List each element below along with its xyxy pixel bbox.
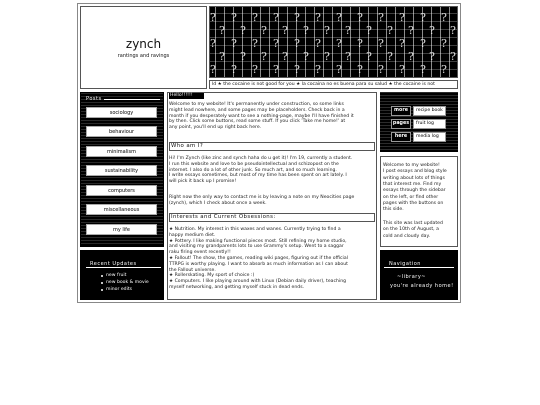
post-link-sustainability[interactable]: sustainability xyxy=(86,165,157,176)
banner-glyph: ? xyxy=(408,50,413,63)
banner-glyph: ? xyxy=(336,37,341,50)
banner-glyph: ? xyxy=(261,24,266,37)
paragraph-line: might lead nowhere, and some pages may be placeholders. Check back in a xyxy=(169,107,345,113)
banner-glyph: ? xyxy=(294,11,299,24)
banner-glyph: ? xyxy=(441,37,446,50)
link-fruit-log[interactable]: fruit log xyxy=(413,119,446,129)
paragraph-line: month if you desperately want to see a nothing-page, maybe I'll have finished it xyxy=(169,113,354,119)
welcome-line: Welcome to my website! xyxy=(383,163,440,168)
banner-glyph: ? xyxy=(252,37,257,50)
banner-glyph: ? xyxy=(420,11,425,24)
link-button-pages[interactable]: pages xyxy=(391,119,411,129)
paragraph-line: by then. Click some buttons, read some stuff. If you click 'Take me home!' at xyxy=(169,119,346,125)
banner-glyph: ? xyxy=(366,24,371,37)
update-bullet xyxy=(101,289,103,291)
banner-glyph: ? xyxy=(357,11,362,24)
paragraph-line: ★ Rollerskating. My sport of choice :) xyxy=(169,273,255,279)
updates-divider xyxy=(86,267,161,268)
paragraph-line: Right now the only way to contact me is by leaving a note on my Neocities page xyxy=(169,195,355,200)
banner-glyph: ? xyxy=(378,63,383,76)
paragraph-line: happy medium diet. xyxy=(169,232,216,238)
banner-glyph: ? xyxy=(357,63,362,76)
banner-glyph: ? xyxy=(261,50,266,63)
banner-glyph: ? xyxy=(441,11,446,24)
banner-glyph: ? xyxy=(294,37,299,50)
banner-glyph: ? xyxy=(387,24,392,37)
paragraph-line: ★ Fallout! The show, the games, reading wiki pages, figuring out if the official xyxy=(169,256,348,261)
link-recipe-book[interactable]: recipe book xyxy=(413,106,446,116)
paragraph-line: Hi! I'm Zynch (like zinc and synch haha do u get it)! I'm 19, currently a student. xyxy=(169,156,353,161)
update-bullet xyxy=(101,282,103,284)
banner-glyph: ? xyxy=(378,37,383,50)
banner-glyph: ? xyxy=(210,63,215,76)
banner-glyph: ? xyxy=(231,11,236,24)
site-subtitle: rantings and ravings xyxy=(117,53,170,59)
paragraph-line: ★ Pottery. I like making functional pieces most. Still refining my home studio, xyxy=(169,238,347,244)
banner-glyph: ? xyxy=(366,50,371,63)
banner-glyph: ? xyxy=(231,63,236,76)
banner-glyph: ? xyxy=(399,37,404,50)
banner-glyph: ? xyxy=(399,63,404,76)
paragraph-line: Welcome to my website! It's permanently under construction, so some links xyxy=(169,102,344,107)
post-link-computers[interactable]: computers xyxy=(86,185,157,196)
banner-glyph: ? xyxy=(273,37,278,50)
welcome-line: I post essays and blog style xyxy=(383,169,447,175)
welcome-line: on the left, or find other xyxy=(383,194,439,200)
navigation-label: Navigation xyxy=(389,261,421,267)
banner-glyph: ? xyxy=(240,50,245,63)
update-item: new fruit xyxy=(106,273,127,278)
post-link-behaviour[interactable]: behaviour xyxy=(86,126,157,137)
banner-glyph: ? xyxy=(210,37,215,50)
banner-glyph: ? xyxy=(420,63,425,76)
paragraph-line: internet. I also do a lot of other junk. So much art, and so much learning. xyxy=(169,167,337,173)
interests-section-title: Interests and Current Obsessions: xyxy=(171,214,276,220)
paragraph-line: ★ Nutrition. My interest in this waxes and wanes. Currently trying to find a xyxy=(169,227,341,232)
banner-glyph: ? xyxy=(336,11,341,24)
banner-glyph: ? xyxy=(252,11,257,24)
paragraph-line: will pick it back up I promise! xyxy=(169,179,237,185)
post-link-miscellaneous[interactable]: miscellaneous xyxy=(86,204,157,215)
paragraph-line: ★ Computers. I like playing around with Linux (Debian daily driver), teaching xyxy=(169,279,347,285)
paragraph-line: I run this website and love to be pseudointellectual and schizopost on the xyxy=(169,161,339,167)
recent-updates-label: Recent Updates xyxy=(90,261,137,267)
banner-glyph: ? xyxy=(429,50,434,63)
banner-glyph: ? xyxy=(219,24,224,37)
paragraph-line: I write essays sometimes, but most of my time has been spent on art lately. I xyxy=(169,173,347,179)
library-link[interactable]: ~library~ xyxy=(397,274,426,280)
paragraph-line: any point, you'll end up right back here. xyxy=(169,125,262,131)
banner-glyph: ? xyxy=(399,11,404,24)
banner-glyph: ? xyxy=(252,63,257,76)
who-section-title: Who am I? xyxy=(171,143,204,149)
banner-glyph: ? xyxy=(303,24,308,37)
banner-glyph: ? xyxy=(429,24,434,37)
site-title: zynch xyxy=(125,37,162,51)
banner-glyph: ? xyxy=(210,11,215,24)
link-button-more[interactable]: more xyxy=(391,106,411,116)
banner-glyph: ? xyxy=(315,63,320,76)
banner-glyph: ? xyxy=(273,11,278,24)
banner-glyph: ? xyxy=(324,50,329,63)
banner-glyph: ? xyxy=(450,24,455,37)
banner-glyph: ? xyxy=(420,37,425,50)
banner-glyph: ? xyxy=(387,50,392,63)
posts-divider xyxy=(104,99,160,100)
last-updated-line: This site was last updated xyxy=(383,221,443,226)
paragraph-line: (zynch), which I check about once a week. xyxy=(169,200,267,206)
welcome-line: writing about lots of things xyxy=(383,175,445,181)
paragraph-line: raku firing event recently!! xyxy=(169,250,231,256)
banner-glyph: ? xyxy=(303,50,308,63)
paragraph-line: and visiting my grandparents lots to use Grammy's setup. Went to a saggar xyxy=(169,244,344,250)
banner-glyph: ? xyxy=(345,24,350,37)
welcome-line: essays through the sidebar xyxy=(383,188,446,194)
banner-glyph: ? xyxy=(357,37,362,50)
paragraph-line: TTRPG is worthy playing. I want to absorb as much information as I can about xyxy=(169,261,348,267)
site-title-box xyxy=(80,6,207,89)
last-updated-line: on the 10th of August, a xyxy=(383,227,439,233)
scrolling-marquee: ld ★ the cocaine is not good for you ★ la cocaina no es buena para su salud ★ the cocaine is not xyxy=(209,80,458,89)
banner-glyph: ? xyxy=(282,50,287,63)
banner-glyph: ? xyxy=(408,24,413,37)
welcome-line: this side. xyxy=(383,207,404,213)
banner-glyph: ? xyxy=(282,24,287,37)
banner-glyph: ? xyxy=(345,50,350,63)
update-item: minor edits xyxy=(106,287,133,292)
banner-glyph: ? xyxy=(231,37,236,50)
update-item: new book & movie xyxy=(106,280,149,285)
banner-glyph: ? xyxy=(294,63,299,76)
banner-glyph: ? xyxy=(378,11,383,24)
banner-glyph: ? xyxy=(336,63,341,76)
paragraph-line: the Fallout universe. xyxy=(169,267,216,273)
welcome-line: pages with the buttons on xyxy=(383,200,444,206)
hello-heading: Hello!!!!!! xyxy=(169,93,204,99)
paragraph-line: myself networking, and getting myself stuck in dead ends. xyxy=(169,285,305,290)
banner-glyph: ? xyxy=(324,24,329,37)
posts-label: Posts xyxy=(86,96,102,102)
banner-glyph: ? xyxy=(315,37,320,50)
post-link-my-life[interactable]: my life xyxy=(86,224,157,235)
link-media-log[interactable]: media log xyxy=(413,132,446,142)
post-link-sociology[interactable]: sociology xyxy=(86,107,157,118)
update-bullet xyxy=(101,275,103,277)
banner-image xyxy=(209,6,458,78)
banner-glyph: ? xyxy=(450,50,455,63)
banner-glyph: ? xyxy=(273,63,278,76)
last-updated-line: cold and cloudy day. xyxy=(383,233,430,239)
banner-glyph: ? xyxy=(240,24,245,37)
link-button-here[interactable]: here xyxy=(391,132,411,142)
navigation-divider xyxy=(384,267,454,268)
banner-glyph: ? xyxy=(441,63,446,76)
banner-glyph: ? xyxy=(219,50,224,63)
welcome-line: that interest me. Find my xyxy=(383,181,442,187)
post-link-minimalism[interactable]: minimalism xyxy=(86,146,157,157)
home-link[interactable]: you're already home! xyxy=(390,283,454,289)
banner-glyph: ? xyxy=(315,11,320,24)
